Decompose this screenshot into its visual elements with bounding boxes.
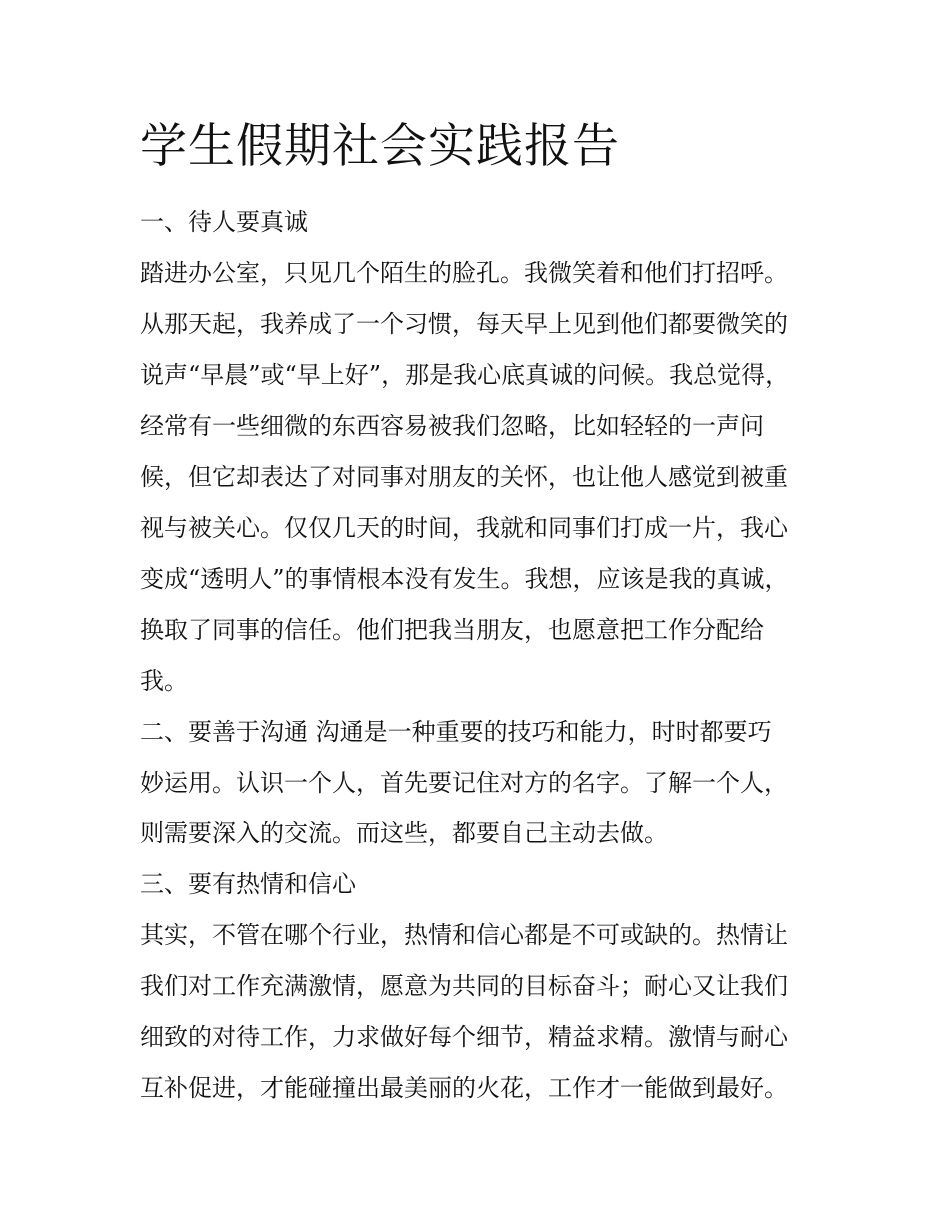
text-line: 候，但它却表达了对同事对朋友的关怀，也让他人感觉到被重 — [140, 463, 788, 491]
section-heading-3: 三、要有热情和信心 — [140, 870, 356, 898]
text-line: 则需要深入的交流。而这些，都要自己主动去做。 — [140, 819, 668, 847]
text-line: 妙运用。认识一个人，首先要记住对方的名字。了解一个人， — [140, 769, 788, 797]
section-heading-2: 二、要善于沟通 沟通是一种重要的技巧和能力，时时都要巧 — [140, 718, 772, 746]
section-heading-1: 一、待人要真诚 — [140, 208, 308, 236]
text-line: 我。 — [140, 667, 188, 695]
text-line: 我们对工作充满激情，愿意为共同的目标奋斗；耐心又让我们 — [140, 972, 788, 1000]
text-line: 经常有一些细微的东西容易被我们忽略，比如轻轻的一声问 — [140, 412, 764, 440]
text-line: 从那天起，我养成了一个习惯，每天早上见到他们都要微笑的 — [140, 310, 788, 338]
text-line: 互补促进，才能碰撞出最美丽的火花，工作才一能做到最好。 — [140, 1074, 788, 1102]
text-line: 细致的对待工作，力求做好每个细节，精益求精。激情与耐心 — [140, 1023, 788, 1051]
text-line: 踏进办公室，只见几个陌生的脸孔。我微笑着和他们打招呼。 — [140, 259, 788, 287]
text-line: 其实，不管在哪个行业，热情和信心都是不可或缺的。热情让 — [140, 921, 788, 949]
text-line: 变成“透明人”的事情根本没有发生。我想，应该是我的真诚， — [140, 565, 789, 593]
text-line: 视与被关心。仅仅几天的时间，我就和同事们打成一片，我心 — [140, 514, 788, 542]
document-title: 学生假期社会实践报告 — [140, 119, 620, 174]
text-line: 说声“早晨”或“早上好”，那是我心底真诚的问候。我总觉得， — [140, 361, 790, 389]
text-line: 换取了同事的信任。他们把我当朋友，也愿意把工作分配给 — [140, 616, 764, 644]
